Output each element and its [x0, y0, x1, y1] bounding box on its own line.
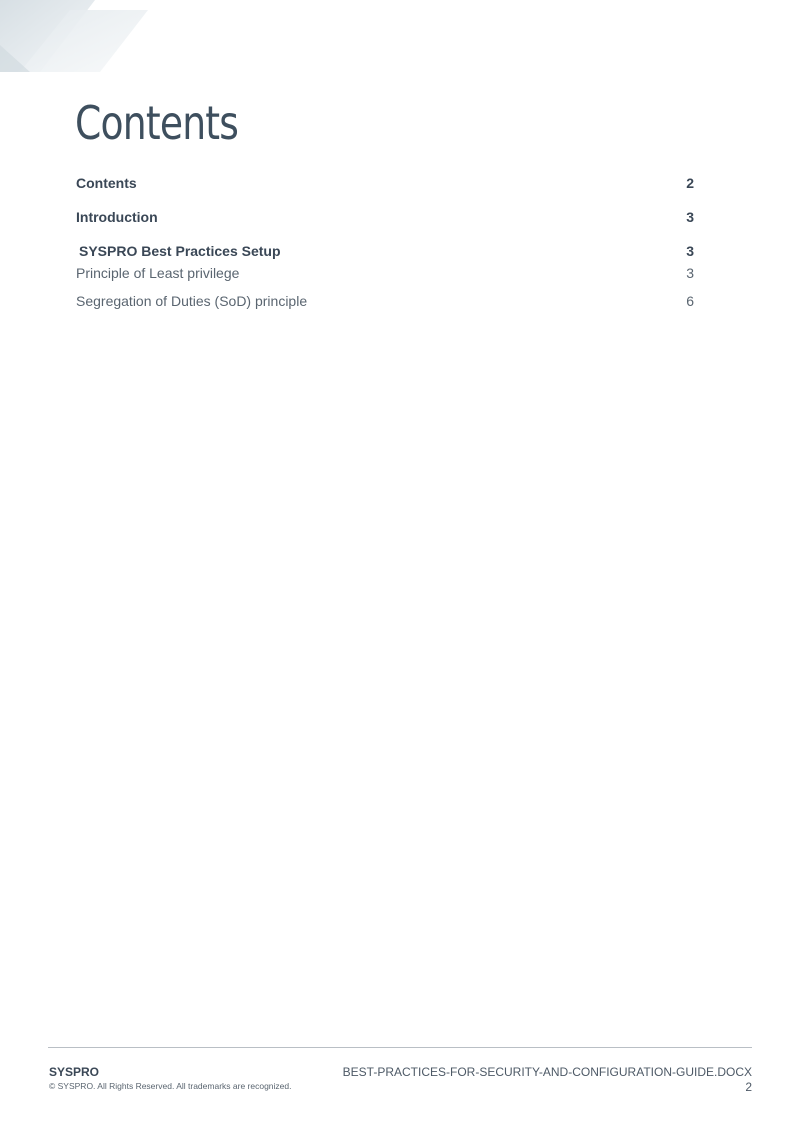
toc-entry-introduction[interactable]: [76, 206, 694, 228]
footer-filename: BEST-PRACTICES-FOR-SECURITY-AND-CONFIGURATION-GUIDE.DOCX: [342, 1065, 752, 1079]
toc-entry-label: SYSPRO Best Practices Setup: [79, 243, 281, 259]
toc-entry-segregation-of-duties[interactable]: [76, 290, 694, 312]
footer-brand: SYSPRO: [49, 1065, 100, 1079]
footer-page-number: 2: [745, 1080, 752, 1094]
footer-divider: [48, 1047, 752, 1048]
footer-copyright: © SYSPRO. All Rights Reserved. All trademarks are recognized.: [49, 1081, 292, 1091]
toc-entry-page: 3: [686, 265, 694, 281]
toc-entry-label: Contents: [76, 175, 137, 191]
toc-entry-contents[interactable]: [76, 172, 694, 194]
toc-entry-page: 3: [686, 243, 694, 259]
page-title: Contents: [75, 96, 239, 150]
toc-entry-label: Introduction: [76, 209, 158, 225]
toc-entry-page: 6: [686, 293, 694, 309]
toc-entry-label: Segregation of Duties (SoD) principle: [76, 293, 308, 309]
footer-right: [343, 1065, 752, 1095]
toc-entry-least-privilege[interactable]: [76, 262, 694, 284]
toc-entry-label: Principle of Least privilege: [76, 265, 240, 281]
footer-left: [49, 1065, 291, 1092]
table-of-contents: [76, 172, 694, 312]
toc-entry-page: 2: [686, 175, 694, 191]
toc-entry-page: 3: [686, 209, 694, 225]
header-corner-decoration: [0, 0, 160, 72]
toc-entry-best-practices-setup[interactable]: [76, 240, 694, 262]
